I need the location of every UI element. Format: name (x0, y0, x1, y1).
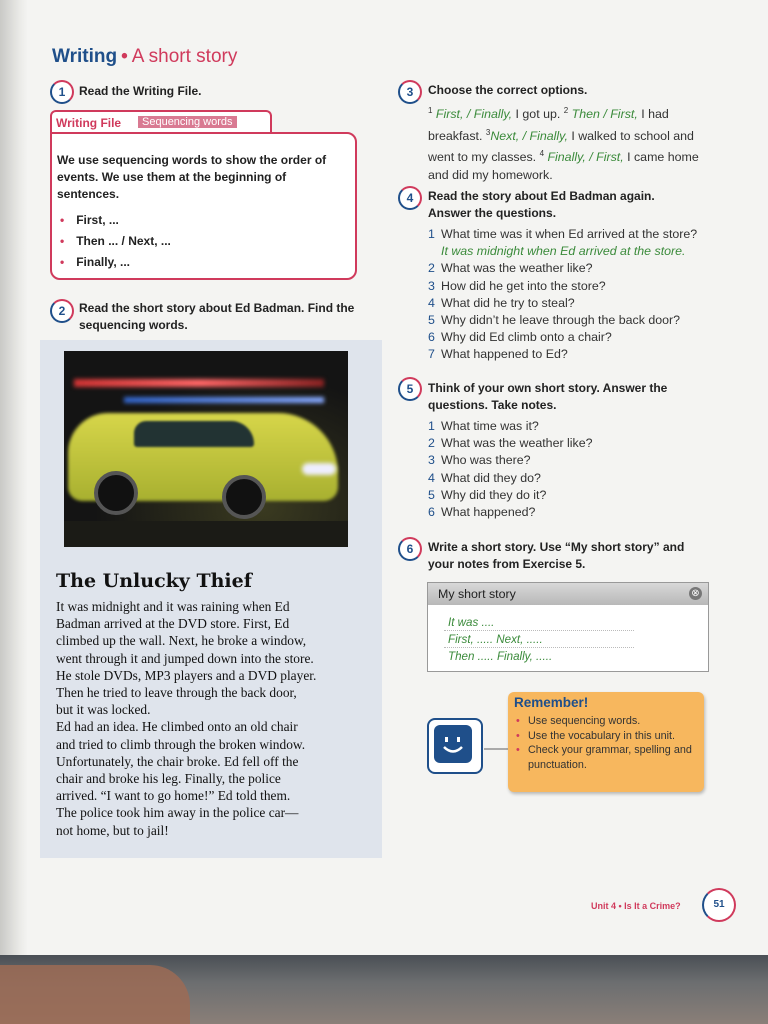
writing-file-text: We use sequencing words to show the order of events. We use them at the beginning of sentences. (57, 153, 327, 201)
my-short-story-window (427, 582, 709, 672)
story-body: It was midnight and it was raining when Ed Badman arrived at the DVD store. First, Ed climbed up the wall. Next, he broke a window, went through it and jumped down into the store. He stole DVDs, MP3 players and a DVD player. Then he tried to leave through the back door, but it was locked. Ed had an idea. He climbed onto an old chair and tried to climb through the broken window. Unfortunately, the chair broke. Ed fell off the chair and broke his leg. Finally, the police arrived. “I want to go home!” Ed told them. The police took him away in the police car— not home, but to jail! (56, 599, 317, 838)
option-choice[interactable]: First, / Finally, (435, 107, 513, 122)
exercise-4-instruction: Read the story about Ed Badman again. Answer the questions. (428, 189, 655, 220)
remember-list (514, 714, 700, 772)
list-item: 4 What did they do? (428, 470, 541, 485)
exercise-4-questions (428, 226, 697, 364)
unit-footer: Unit 4 • Is It a Crime? (591, 901, 681, 911)
option-choice[interactable]: Then / First, (571, 107, 638, 122)
list-item: 3 How did he get into the store? (428, 278, 606, 293)
book-spine-shadow (0, 0, 28, 955)
writing-file-label: Writing File (56, 116, 122, 130)
police-car-photo (64, 351, 348, 547)
exercise-number-4: 4 (398, 186, 422, 210)
list-item: 3 Who was there? (428, 453, 531, 468)
list-item: 4 What did he try to steal? (428, 295, 575, 310)
exercise-number-6: 6 (398, 537, 422, 561)
close-icon[interactable]: ⊗ (689, 587, 702, 600)
exercise-number-3: 3 (398, 80, 422, 104)
list-item: 2 What was the weather like? (428, 436, 593, 451)
hand-edge (0, 965, 190, 1024)
list-item: • Use sequencing words. (514, 714, 700, 729)
window-title-bar (428, 583, 708, 605)
remember-box (508, 692, 704, 792)
option-choice[interactable]: Finally, / First, (547, 150, 624, 165)
example-answer: It was midnight when Ed arrived at the store. (441, 244, 686, 259)
list-item: 1 What time was it? (428, 419, 539, 433)
story-title: The Unlucky Thief (56, 570, 252, 592)
window-title: My short story (438, 587, 516, 601)
page-number: 51 (702, 888, 736, 922)
exercise-number-5: 5 (398, 377, 422, 401)
exercise-3-text: $^1$ First, / Finally, I got up. $^2$ Then / First, I had breakfast. $^3$Next, / Finally, I walked to school and went to my classes. $^4$ Finally, / First, I came home and did my homework. (428, 106, 699, 182)
remember-heading: Remember! (514, 695, 589, 710)
exercise-6-instruction: Write a short story. Use “My short story” and your notes from Exercise 5. (428, 540, 685, 571)
list-item: • Finally, ... (60, 255, 130, 269)
list-item: 5 Why did they do it? (428, 487, 547, 502)
list-item: 6 Why did Ed climb onto a chair? (428, 330, 612, 345)
page-title: Writing • A short story (52, 46, 238, 67)
list-item: 5 Why didn’t he leave through the back door? (428, 312, 681, 327)
writing-file-box (50, 132, 357, 280)
list-item: 2 What was the weather like? (428, 261, 593, 276)
exercise-number-1: 1 (50, 80, 74, 104)
divider (484, 748, 508, 750)
writing-file-topic: Sequencing words (138, 116, 237, 128)
story-template-line: Then ..... Finally, ..... (448, 650, 553, 663)
list-item: 1 What time was it when Ed arrived at the store? (428, 227, 698, 241)
list-item: • Then ... / Next, ... (60, 234, 171, 248)
option-choice[interactable]: Next, / Finally, (490, 128, 568, 143)
list-item: • Check your grammar, spelling and punctuation. (514, 743, 700, 772)
list-item: 7 What happened to Ed? (428, 347, 568, 362)
exercise-5-questions (428, 418, 593, 521)
list-item: • Use the vocabulary in this unit. (514, 729, 700, 744)
list-item: • First, ... (60, 213, 119, 227)
exercise-5-instruction: Think of your own short story. Answer the questions. Take notes. (428, 381, 668, 412)
sequencing-words-list (60, 210, 171, 273)
story-template-line: First, ..... Next, ..... (448, 633, 543, 646)
bullet-icon: • (60, 213, 65, 227)
bullet-icon: • (60, 234, 65, 248)
exercise-3-instruction: Choose the correct options. (428, 83, 588, 97)
smiley-icon (427, 718, 483, 774)
list-item: 6 What happened? (428, 504, 536, 519)
page-subtitle: A short story (131, 46, 238, 67)
exercise-2-instruction: Read the short story about Ed Badman. Find the sequencing words. (79, 301, 355, 332)
exercise-1-instruction: Read the Writing File. (79, 84, 202, 98)
bullet-icon: • (60, 255, 65, 269)
story-template-line: It was .... (448, 616, 495, 629)
exercise-number-2: 2 (50, 299, 74, 323)
